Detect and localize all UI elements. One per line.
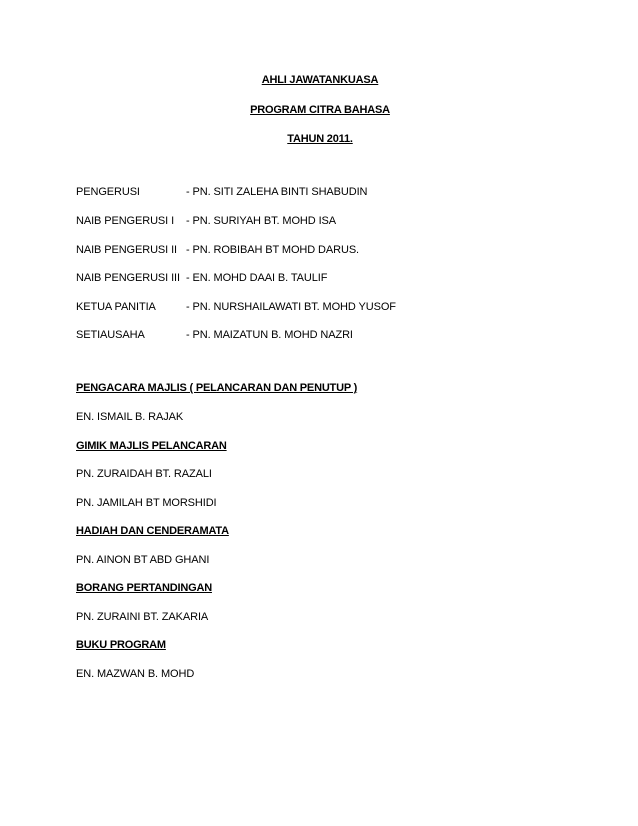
committee-name: - PN. SURIYAH BT. MOHD ISA [186, 215, 336, 227]
committee-role: SETIAUSAHA [76, 329, 145, 341]
section-member: EN. MAZWAN B. MOHD [76, 668, 195, 680]
section-member: PN. JAMILAH BT MORSHIDI [76, 497, 217, 509]
committee-row [76, 215, 596, 231]
section-heading-pengacara: PENGACARA MAJLIS ( PELANCARAN DAN PENUTUP ) [76, 382, 358, 394]
committee-row [76, 186, 596, 202]
committee-name: - PN. NURSHAILAWATI BT. MOHD YUSOF [186, 301, 396, 313]
section-heading-borang: BORANG PERTANDINGAN [76, 582, 212, 594]
committee-row [76, 244, 596, 260]
committee-role: KETUA PANITIA [76, 301, 156, 313]
section-member: EN. ISMAIL B. RAJAK [76, 411, 184, 423]
committee-name: - PN. ROBIBAH BT MOHD DARUS. [186, 244, 360, 256]
committee-name: - PN. SITI ZALEHA BINTI SHABUDIN [186, 186, 368, 198]
header-year: TAHUN 2011. [287, 133, 353, 145]
committee-role: NAIB PENGERUSI I [76, 215, 175, 227]
header-program: PROGRAM CITRA BAHASA [250, 104, 390, 116]
committee-row [76, 329, 596, 345]
header-title: AHLI JAWATANKUASA [261, 74, 379, 86]
section-member: PN. ZURAIDAH BT. RAZALI [76, 468, 212, 480]
section-member: PN. ZURAINI BT. ZAKARIA [76, 611, 209, 623]
committee-name: - EN. MOHD DAAI B. TAULIF [186, 272, 328, 284]
section-heading-buku: BUKU PROGRAM [76, 639, 166, 651]
committee-row [76, 272, 596, 288]
committee-name: - PN. MAIZATUN B. MOHD NAZRI [186, 329, 353, 341]
committee-role: PENGERUSI [76, 186, 140, 198]
section-member: PN. AINON BT ABD GHANI [76, 554, 210, 566]
section-heading-hadiah: HADIAH DAN CENDERAMATA [76, 525, 229, 537]
committee-row [76, 301, 596, 317]
committee-role: NAIB PENGERUSI II [76, 244, 177, 256]
committee-role: NAIB PENGERUSI III [76, 272, 180, 284]
section-heading-gimik: GIMIK MAJLIS PELANCARAN [76, 440, 227, 452]
